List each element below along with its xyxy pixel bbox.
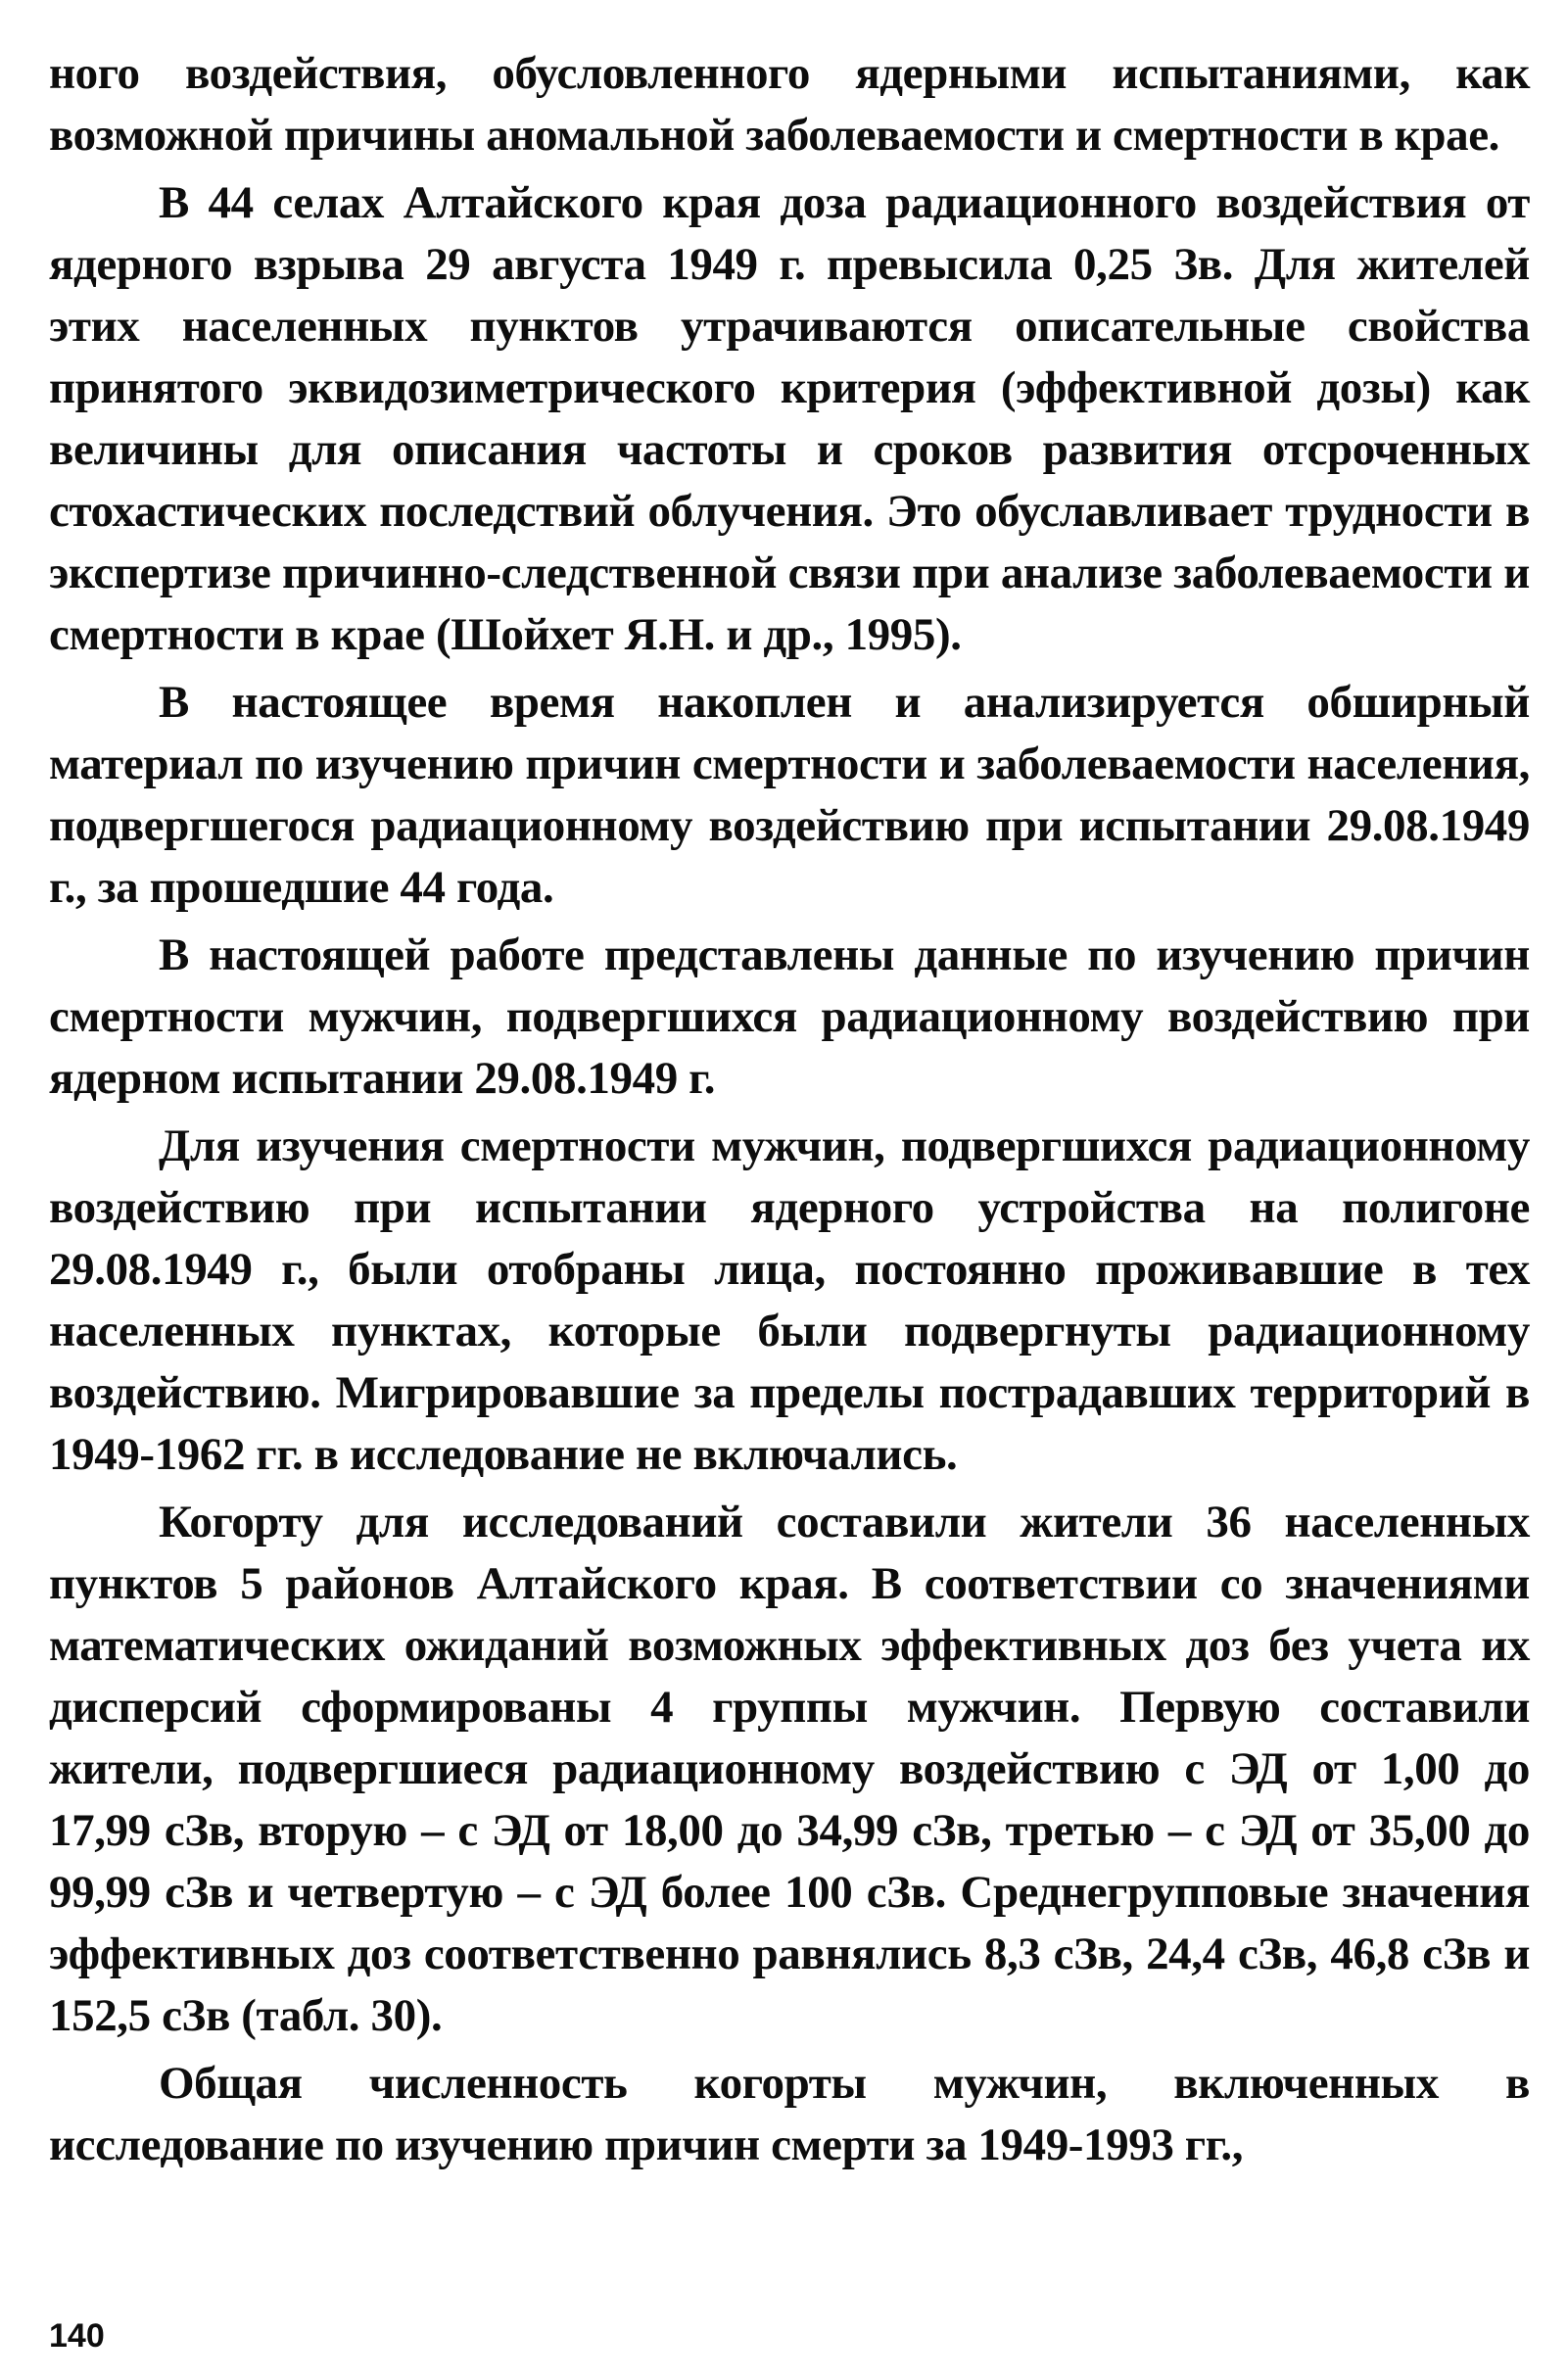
paragraph-6: Когорту для исследований составили жители 36 населенных пунктов 5 районов Алтайского края. В соответствии со значениями математических ожиданий возможных эффективных доз без учета их дисперсий сформированы 4 группы мужчин. Первую составили жители, подвергшиеся радиационному воздействию с ЭД от 1,00 до 17,99 сЗв, вторую – с ЭД от 18,00 до 34,99 сЗв, третью – с ЭД от 35,00 до 99,99 сЗв и четвертую – с ЭД более 100 сЗв. Среднегрупповые значения эффективных доз соответственно равнялись 8,3 сЗв, 24,4 сЗв, 46,8 сЗв и 152,5 сЗв (табл. 30).: [49, 1497, 1530, 2041]
page-number: 140: [49, 2317, 105, 2355]
paragraph-7: Общая численность когорты мужчин, включенных в исследование по изучению причин смерти за 1949-1993 гг.,: [49, 2058, 1530, 2170]
paragraph-1: ного воздействия, обусловленного ядерными испытаниями, как возможной причины аномальной заболеваемости и смертности в крае.: [49, 48, 1530, 161]
page-body: [49, 43, 1530, 2182]
paragraph-4: В настоящей работе представлены данные по изучению причин смертности мужчин, подвергшихся радиационному воздействию при ядерном испытании 29.08.1949 г.: [49, 929, 1530, 1104]
paragraph-3: В настоящее время накоплен и анализируется обширный материал по изучению причин смертности и заболеваемости населения, подвергшегося радиационному воздействию при испытании 29.08.1949 г., за прошедшие 44 года.: [49, 677, 1530, 913]
paragraph-2: В 44 селах Алтайского края доза радиационного воздействия от ядерного взрыва 29 августа 1949 г. превысила 0,25 Зв. Для жителей этих населенных пунктов утрачиваются описательные свойства принятого эквидозиметрического критерия (эффективной дозы) как величины для описания частоты и сроков развития отсроченных стохастических последствий облучения. Это обуславливает трудности в экспертизе причинно-следственной связи при анализе заболеваемости и смертности в крае (Шойхет Я.Н. и др., 1995).: [49, 177, 1530, 660]
paragraph-5: Для изучения смертности мужчин, подвергшихся радиационному воздействию при испытании ядерного устройства на полигоне 29.08.1949 г., были отобраны лица, постоянно проживавшие в тех населенных пунктах, которые были подвергнуты радиационному воздействию. Мигрировавшие за пределы пострадавших территорий в 1949-1962 гг. в исследование не включались.: [49, 1120, 1530, 1480]
